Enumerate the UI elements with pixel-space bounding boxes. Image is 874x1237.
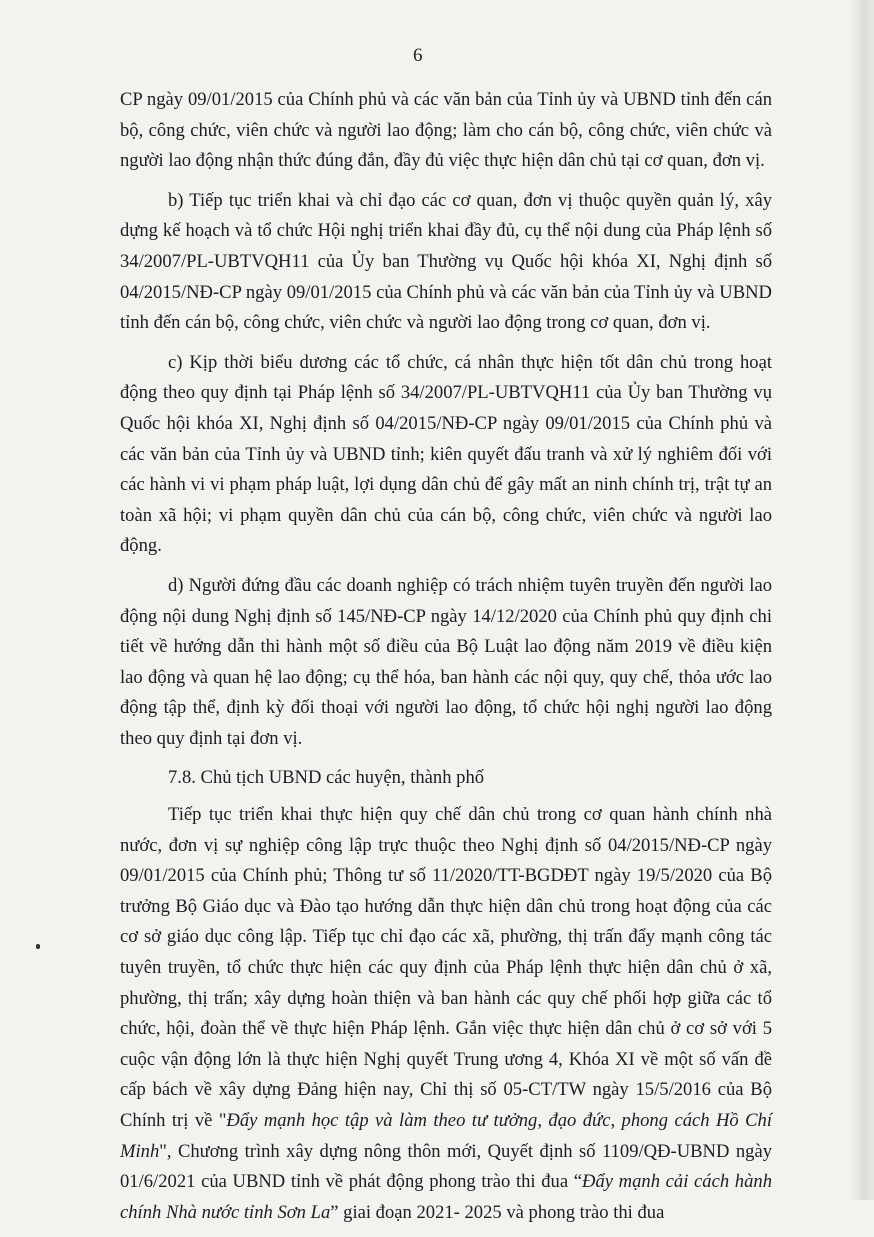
emulation-title-italic: Đẩy mạnh cải cách hành chính Nhà nước tỉnh Sơn La [120,1171,772,1223]
body-text-part-3: ” giai đoạn 2021- 2025 và phong trào thi đua [330,1201,665,1223]
paragraph-b: b) Tiếp tục triển khai và chỉ đạo các cơ quan, đơn vị thuộc quyền quản lý, xây dựng kế hoạch và tổ chức Hội nghị triển khai đầy đủ, cụ thể nội dung của Pháp lệnh số 34/2007/PL-UBTVQH11 của Ủy ban Thường vụ Quốc hội khóa XI, Nghị định số 04/2015/NĐ-CP ngày 09/01/2015 của Chính phủ và các văn bản của Tỉnh ủy và UBND tỉnh đến cán bộ, công chức, viên chức và người lao động trong cơ quan, đơn vị. [120,189,772,334]
paragraph-continuation: CP ngày 09/01/2015 của Chính phủ và các văn bản của Tỉnh ủy và UBND tỉnh đến cán bộ, công chức, viên chức và người lao động; làm cho cán bộ, công chức, viên chức và người lao động nhận thức đúng đắn, đầy đủ việc thực hiện dân chủ tại cơ quan, đơn vị. [120,89,772,172]
body-text-part-1: Tiếp tục triển khai thực hiện quy chế dân chủ trong cơ quan hành chính nhà nước, đơn vị sự nghiệp công lập trực thuộc theo Nghị định số 04/2015/NĐ-CP ngày 09/01/2015 của Chính phủ; Thông tư số 11/2020/TT-BGDĐT ngày 19/5/2020 của Bộ trưởng Bộ Giáo dục và Đào tạo hướng dẫn thực hiện dân chủ trong hoạt động của các cơ sở giáo dục công lập. Tiếp tục chỉ đạo các xã, phường, thị trấn đẩy mạnh công tác tuyên truyền, tổ chức thực hiện các quy định của Pháp lệnh thực hiện dân chủ ở xã, phường, thị trấn; xây dựng hoàn thiện và ban hành các quy chế phối hợp giữa các tổ chức, hội, đoàn thể về thực hiện Pháp lệnh. Gắn việc thực hiện dân chủ ở cơ sở với 5 cuộc vận động lớn là thực hiện Nghị quyết Trung ương 4, Khóa XI về một số vấn đề cấp bách về xây dựng Đảng hiện nay, Chỉ thị số 05-CT/TW ngày 15/5/2016 của Bộ Chính trị về " [120,804,772,1131]
section-heading: 7.8. Chủ tịch UBND các huyện, thành phố [168,767,485,789]
ink-dot-mark [36,944,40,949]
document-body [120,85,772,1237]
page-edge-shadow [850,0,874,1200]
body-text-part-2: ", Chương trình xây dựng nông thôn mới, Quyết định số 1109/QĐ-UBND ngày 01/6/2021 của UBND tỉnh về phát động phong trào thi đua “ [120,1140,772,1193]
paragraph-d: d) Người đứng đầu các doanh nghiệp có trách nhiệm tuyên truyền đến người lao động nội dung Nghị định số 145/NĐ-CP ngày 14/12/2020 của Chính phủ quy định chi tiết về hướng dẫn thi hành một số điều của Bộ Luật lao động năm 2019 về điều kiện lao động và quan hệ lao động; cụ thể hóa, ban hành các nội quy, quy chế, thỏa ước lao động tập thể, định kỳ đối thoại với người lao động, tổ chức hội nghị người lao động theo quy định tại đơn vị. [120,574,772,749]
page-number: 6 [413,45,423,66]
paragraph-c: c) Kịp thời biểu dương các tổ chức, cá nhân thực hiện tốt dân chủ trong hoạt động theo quy định tại Pháp lệnh số 34/2007/PL-UBTVQH11 của Ủy ban Thường vụ Quốc hội khóa XI, Nghị định số 04/2015/NĐ-CP ngày 09/01/2015 của Chính phủ và các văn bản của Tỉnh ủy và UBND tỉnh; kiên quyết đấu tranh và xử lý nghiêm đối với các hành vi vi phạm pháp luật, lợi dụng dân chủ để gây mất an ninh chính trị, trật tự an toàn xã hội; vi phạm quyền dân chủ của cán bộ, công chức, viên chức và người lao động. [120,351,772,557]
paragraph-section-body [120,800,772,1228]
campaign-title-italic: Đẩy mạnh học tập và làm theo tư tưởng, đạo đức, phong cách Hồ Chí Minh [120,1110,772,1162]
